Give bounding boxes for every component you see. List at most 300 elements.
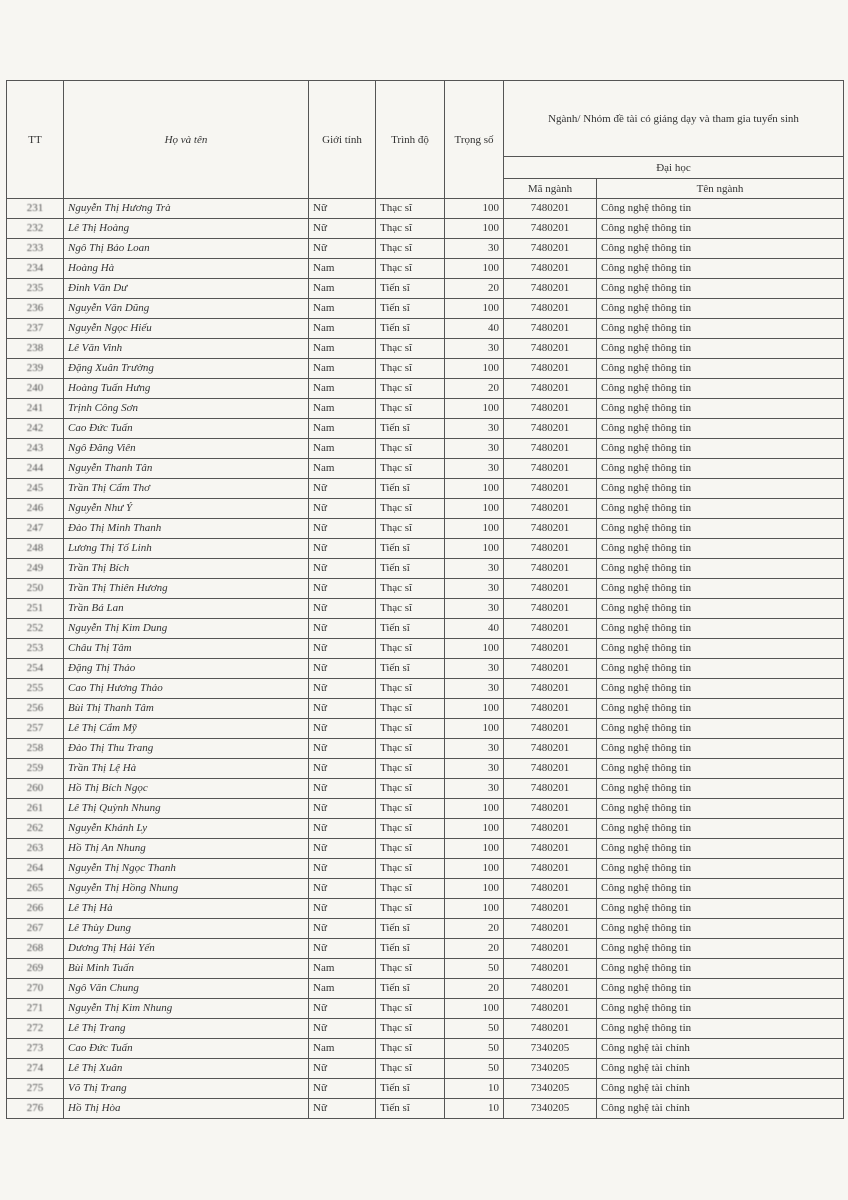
- row-code: 7480201: [504, 979, 597, 999]
- row-weight: 10: [445, 1079, 504, 1099]
- row-gender: Nữ: [309, 579, 376, 599]
- row-name: Ngô Thị Bảo Loan: [64, 239, 309, 259]
- table-row: [7, 599, 844, 619]
- row-degree: Tiến sĩ: [376, 559, 445, 579]
- row-degree: Thạc sĩ: [376, 499, 445, 519]
- row-weight: 100: [445, 819, 504, 839]
- row-major: Công nghệ thông tin: [597, 839, 844, 859]
- row-name: Nguyễn Thị Kim Nhung: [64, 999, 309, 1019]
- row-code: 7480201: [504, 239, 597, 259]
- row-degree: Thạc sĩ: [376, 219, 445, 239]
- row-code: 7480201: [504, 719, 597, 739]
- lecturer-table: [6, 80, 844, 1119]
- row-stt: 258: [7, 739, 64, 759]
- row-gender: Nữ: [309, 659, 376, 679]
- row-name: Lê Thị Cẩm Mỹ: [64, 719, 309, 739]
- row-gender: Nữ: [309, 1079, 376, 1099]
- row-degree: Thạc sĩ: [376, 579, 445, 599]
- row-major: Công nghệ thông tin: [597, 959, 844, 979]
- table-row: [7, 579, 844, 599]
- row-code: 7480201: [504, 619, 597, 639]
- table-row: [7, 959, 844, 979]
- row-gender: Nữ: [309, 819, 376, 839]
- row-name: Lê Thị Quỳnh Nhung: [64, 799, 309, 819]
- row-code: 7480201: [504, 539, 597, 559]
- row-weight: 20: [445, 279, 504, 299]
- row-code: 7340205: [504, 1039, 597, 1059]
- row-degree: Thạc sĩ: [376, 679, 445, 699]
- row-major: Công nghệ tài chính: [597, 1079, 844, 1099]
- row-name: Trần Bá Lan: [64, 599, 309, 619]
- row-stt: 260: [7, 779, 64, 799]
- row-major: Công nghệ thông tin: [597, 199, 844, 219]
- row-degree: Thạc sĩ: [376, 339, 445, 359]
- row-code: 7480201: [504, 759, 597, 779]
- row-major: Công nghệ thông tin: [597, 239, 844, 259]
- row-weight: 30: [445, 459, 504, 479]
- row-major: Công nghệ thông tin: [597, 459, 844, 479]
- header-gender: Giới tính: [309, 81, 376, 199]
- row-stt: 259: [7, 759, 64, 779]
- row-gender: Nam: [309, 419, 376, 439]
- row-weight: 40: [445, 619, 504, 639]
- table-row: [7, 459, 844, 479]
- row-stt: 257: [7, 719, 64, 739]
- row-name: Trịnh Công Sơn: [64, 399, 309, 419]
- row-code: 7480201: [504, 519, 597, 539]
- table-row: [7, 1099, 844, 1119]
- row-degree: Tiến sĩ: [376, 939, 445, 959]
- row-degree: Thạc sĩ: [376, 379, 445, 399]
- row-stt: 246: [7, 499, 64, 519]
- row-name: Nguyễn Thị Kim Dung: [64, 619, 309, 639]
- row-gender: Nam: [309, 339, 376, 359]
- row-code: 7480201: [504, 939, 597, 959]
- row-major: Công nghệ thông tin: [597, 719, 844, 739]
- table-row: [7, 319, 844, 339]
- row-code: 7480201: [504, 219, 597, 239]
- row-stt: 253: [7, 639, 64, 659]
- row-gender: Nữ: [309, 1099, 376, 1119]
- row-code: 7480201: [504, 259, 597, 279]
- row-code: 7480201: [504, 699, 597, 719]
- row-gender: Nam: [309, 379, 376, 399]
- row-degree: Tiến sĩ: [376, 279, 445, 299]
- row-name: Bùi Thị Thanh Tâm: [64, 699, 309, 719]
- row-degree: Thạc sĩ: [376, 859, 445, 879]
- table-row: [7, 919, 844, 939]
- row-name: Lê Thị Trang: [64, 1019, 309, 1039]
- row-gender: Nữ: [309, 599, 376, 619]
- row-stt: 268: [7, 939, 64, 959]
- row-major: Công nghệ thông tin: [597, 699, 844, 719]
- table-row: [7, 859, 844, 879]
- row-degree: Tiến sĩ: [376, 659, 445, 679]
- row-name: Nguyễn Thanh Tân: [64, 459, 309, 479]
- row-stt: 263: [7, 839, 64, 859]
- row-degree: Tiến sĩ: [376, 419, 445, 439]
- table-row: [7, 419, 844, 439]
- row-stt: 267: [7, 919, 64, 939]
- row-degree: Thạc sĩ: [376, 399, 445, 419]
- row-degree: Tiến sĩ: [376, 539, 445, 559]
- table-row: [7, 539, 844, 559]
- row-name: Trần Thị Bích: [64, 559, 309, 579]
- table-row: [7, 519, 844, 539]
- row-code: 7480201: [504, 319, 597, 339]
- row-weight: 30: [445, 779, 504, 799]
- row-gender: Nữ: [309, 199, 376, 219]
- row-weight: 100: [445, 399, 504, 419]
- row-major: Công nghệ thông tin: [597, 979, 844, 999]
- row-weight: 30: [445, 339, 504, 359]
- row-code: 7480201: [504, 399, 597, 419]
- row-gender: Nữ: [309, 1019, 376, 1039]
- row-degree: Thạc sĩ: [376, 1019, 445, 1039]
- row-stt: 266: [7, 899, 64, 919]
- row-code: 7480201: [504, 839, 597, 859]
- row-major: Công nghệ thông tin: [597, 659, 844, 679]
- row-stt: 265: [7, 879, 64, 899]
- row-major: Công nghệ tài chính: [597, 1099, 844, 1119]
- row-degree: Thạc sĩ: [376, 259, 445, 279]
- row-code: 7340205: [504, 1059, 597, 1079]
- table-row: [7, 499, 844, 519]
- row-degree: Tiến sĩ: [376, 1079, 445, 1099]
- row-degree: Thạc sĩ: [376, 599, 445, 619]
- table-row: [7, 719, 844, 739]
- table-row: [7, 939, 844, 959]
- table-row: [7, 1039, 844, 1059]
- row-name: Nguyễn Như Ý: [64, 499, 309, 519]
- row-code: 7480201: [504, 1019, 597, 1039]
- row-name: Lương Thị Tố Linh: [64, 539, 309, 559]
- header-stt: TT: [7, 81, 64, 199]
- header-weight: Trọng số: [445, 81, 504, 199]
- row-degree: Tiến sĩ: [376, 479, 445, 499]
- row-degree: Thạc sĩ: [376, 899, 445, 919]
- row-weight: 30: [445, 679, 504, 699]
- row-weight: 100: [445, 879, 504, 899]
- row-gender: Nữ: [309, 739, 376, 759]
- row-stt: 252: [7, 619, 64, 639]
- row-name: Trần Thị Lệ Hà: [64, 759, 309, 779]
- row-degree: Thạc sĩ: [376, 519, 445, 539]
- row-weight: 50: [445, 1039, 504, 1059]
- table-row: [7, 1019, 844, 1039]
- row-name: Trần Thị Thiên Hương: [64, 579, 309, 599]
- row-major: Công nghệ thông tin: [597, 759, 844, 779]
- row-major: Công nghệ thông tin: [597, 479, 844, 499]
- row-degree: Thạc sĩ: [376, 359, 445, 379]
- table-row: [7, 999, 844, 1019]
- row-weight: 100: [445, 479, 504, 499]
- row-stt: 273: [7, 1039, 64, 1059]
- row-weight: 30: [445, 439, 504, 459]
- row-code: 7480201: [504, 799, 597, 819]
- row-gender: Nữ: [309, 639, 376, 659]
- table-row: [7, 899, 844, 919]
- row-name: Nguyễn Ngọc Hiếu: [64, 319, 309, 339]
- row-major: Công nghệ thông tin: [597, 559, 844, 579]
- row-weight: 30: [445, 659, 504, 679]
- row-major: Công nghệ thông tin: [597, 319, 844, 339]
- row-stt: 275: [7, 1079, 64, 1099]
- row-weight: 100: [445, 699, 504, 719]
- row-degree: Thạc sĩ: [376, 239, 445, 259]
- row-stt: 262: [7, 819, 64, 839]
- row-name: Hồ Thị Hòa: [64, 1099, 309, 1119]
- row-weight: 100: [445, 719, 504, 739]
- row-code: 7480201: [504, 859, 597, 879]
- row-weight: 100: [445, 519, 504, 539]
- row-gender: Nữ: [309, 899, 376, 919]
- row-major: Công nghệ thông tin: [597, 679, 844, 699]
- row-weight: 50: [445, 1059, 504, 1079]
- row-weight: 30: [445, 419, 504, 439]
- table-body: [7, 199, 844, 1119]
- row-gender: Nữ: [309, 479, 376, 499]
- row-major: Công nghệ thông tin: [597, 439, 844, 459]
- row-code: 7480201: [504, 899, 597, 919]
- row-stt: 239: [7, 359, 64, 379]
- row-major: Công nghệ thông tin: [597, 1019, 844, 1039]
- row-weight: 100: [445, 259, 504, 279]
- row-stt: 256: [7, 699, 64, 719]
- row-stt: 232: [7, 219, 64, 239]
- row-name: Trần Thị Cẩm Thơ: [64, 479, 309, 499]
- header-name: Họ và tên: [64, 81, 309, 199]
- table-row: [7, 399, 844, 419]
- row-code: 7480201: [504, 639, 597, 659]
- row-gender: Nữ: [309, 499, 376, 519]
- row-degree: Thạc sĩ: [376, 959, 445, 979]
- row-code: 7480201: [504, 679, 597, 699]
- row-degree: Thạc sĩ: [376, 799, 445, 819]
- row-weight: 100: [445, 199, 504, 219]
- row-code: 7480201: [504, 199, 597, 219]
- row-major: Công nghệ thông tin: [597, 739, 844, 759]
- row-gender: Nam: [309, 439, 376, 459]
- table-row: [7, 679, 844, 699]
- row-major: Công nghệ thông tin: [597, 259, 844, 279]
- table-row: [7, 979, 844, 999]
- row-major: Công nghệ thông tin: [597, 779, 844, 799]
- row-degree: Thạc sĩ: [376, 639, 445, 659]
- row-name: Nguyễn Thị Hồng Nhung: [64, 879, 309, 899]
- row-gender: Nam: [309, 979, 376, 999]
- row-major: Công nghệ thông tin: [597, 879, 844, 899]
- table-row: [7, 259, 844, 279]
- row-major: Công nghệ thông tin: [597, 859, 844, 879]
- row-code: 7480201: [504, 279, 597, 299]
- row-weight: 50: [445, 1019, 504, 1039]
- row-name: Lê Văn Vinh: [64, 339, 309, 359]
- row-weight: 30: [445, 559, 504, 579]
- row-major: Công nghệ thông tin: [597, 819, 844, 839]
- row-name: Nguyễn Khánh Ly: [64, 819, 309, 839]
- row-gender: Nam: [309, 359, 376, 379]
- row-degree: Tiến sĩ: [376, 319, 445, 339]
- row-stt: 264: [7, 859, 64, 879]
- row-degree: Tiến sĩ: [376, 619, 445, 639]
- row-gender: Nữ: [309, 619, 376, 639]
- row-major: Công nghệ thông tin: [597, 619, 844, 639]
- table-row: [7, 799, 844, 819]
- row-name: Ngô Văn Chung: [64, 979, 309, 999]
- table-row: [7, 879, 844, 899]
- row-stt: 238: [7, 339, 64, 359]
- row-code: 7340205: [504, 1099, 597, 1119]
- row-stt: 250: [7, 579, 64, 599]
- row-weight: 30: [445, 599, 504, 619]
- row-code: 7480201: [504, 919, 597, 939]
- table-row: [7, 1079, 844, 1099]
- row-degree: Thạc sĩ: [376, 719, 445, 739]
- row-stt: 243: [7, 439, 64, 459]
- row-code: 7480201: [504, 819, 597, 839]
- row-major: Công nghệ thông tin: [597, 399, 844, 419]
- row-degree: Tiến sĩ: [376, 1099, 445, 1119]
- row-code: 7480201: [504, 339, 597, 359]
- row-major: Công nghệ thông tin: [597, 379, 844, 399]
- row-stt: 244: [7, 459, 64, 479]
- row-weight: 30: [445, 239, 504, 259]
- row-weight: 30: [445, 579, 504, 599]
- row-weight: 20: [445, 939, 504, 959]
- row-name: Nguyễn Thị Ngọc Thanh: [64, 859, 309, 879]
- row-code: 7480201: [504, 459, 597, 479]
- row-gender: Nữ: [309, 699, 376, 719]
- row-code: 7480201: [504, 439, 597, 459]
- row-name: Hoàng Tuấn Hưng: [64, 379, 309, 399]
- row-gender: Nam: [309, 259, 376, 279]
- row-major: Công nghệ thông tin: [597, 299, 844, 319]
- row-gender: Nam: [309, 299, 376, 319]
- row-degree: Thạc sĩ: [376, 459, 445, 479]
- row-name: Đặng Thị Thảo: [64, 659, 309, 679]
- row-stt: 248: [7, 539, 64, 559]
- row-gender: Nữ: [309, 939, 376, 959]
- row-stt: 237: [7, 319, 64, 339]
- row-stt: 241: [7, 399, 64, 419]
- row-stt: 234: [7, 259, 64, 279]
- row-stt: 261: [7, 799, 64, 819]
- row-weight: 100: [445, 799, 504, 819]
- table-row: [7, 819, 844, 839]
- row-degree: Thạc sĩ: [376, 199, 445, 219]
- row-stt: 270: [7, 979, 64, 999]
- row-stt: 249: [7, 559, 64, 579]
- table-row: [7, 379, 844, 399]
- row-degree: Thạc sĩ: [376, 839, 445, 859]
- row-name: Nguyễn Thị Hương Trà: [64, 199, 309, 219]
- row-code: 7480201: [504, 659, 597, 679]
- row-major: Công nghệ thông tin: [597, 539, 844, 559]
- row-gender: Nữ: [309, 539, 376, 559]
- row-stt: 240: [7, 379, 64, 399]
- header-major-name: Tên ngành: [597, 179, 844, 199]
- table-row: [7, 619, 844, 639]
- row-stt: 235: [7, 279, 64, 299]
- row-name: Đào Thị Thu Trang: [64, 739, 309, 759]
- row-name: Cao Đức Tuấn: [64, 419, 309, 439]
- row-gender: Nữ: [309, 919, 376, 939]
- table-row: [7, 739, 844, 759]
- row-code: 7480201: [504, 299, 597, 319]
- row-weight: 40: [445, 319, 504, 339]
- row-major: Công nghệ thông tin: [597, 579, 844, 599]
- row-gender: Nữ: [309, 1059, 376, 1079]
- row-stt: 251: [7, 599, 64, 619]
- table-row: [7, 699, 844, 719]
- table-row: [7, 339, 844, 359]
- table-row: [7, 359, 844, 379]
- row-degree: Thạc sĩ: [376, 759, 445, 779]
- row-gender: Nữ: [309, 879, 376, 899]
- table-row: [7, 199, 844, 219]
- row-name: Lê Thị Hà: [64, 899, 309, 919]
- row-stt: 242: [7, 419, 64, 439]
- table-row: [7, 779, 844, 799]
- row-gender: Nam: [309, 319, 376, 339]
- row-gender: Nữ: [309, 219, 376, 239]
- row-name: Hồ Thị Bích Ngọc: [64, 779, 309, 799]
- row-code: 7480201: [504, 599, 597, 619]
- row-degree: Thạc sĩ: [376, 779, 445, 799]
- row-major: Công nghệ tài chính: [597, 1059, 844, 1079]
- row-degree: Thạc sĩ: [376, 739, 445, 759]
- row-weight: 10: [445, 1099, 504, 1119]
- row-major: Công nghệ tài chính: [597, 1039, 844, 1059]
- row-gender: Nữ: [309, 759, 376, 779]
- row-gender: Nữ: [309, 999, 376, 1019]
- row-name: Đào Thị Minh Thanh: [64, 519, 309, 539]
- row-stt: 271: [7, 999, 64, 1019]
- row-stt: 254: [7, 659, 64, 679]
- row-gender: Nữ: [309, 859, 376, 879]
- header-degree: Trình độ: [376, 81, 445, 199]
- row-name: Hồ Thị An Nhung: [64, 839, 309, 859]
- row-degree: Tiến sĩ: [376, 979, 445, 999]
- row-gender: Nữ: [309, 559, 376, 579]
- row-name: Đặng Xuân Trường: [64, 359, 309, 379]
- row-weight: 100: [445, 219, 504, 239]
- row-gender: Nam: [309, 399, 376, 419]
- row-weight: 20: [445, 919, 504, 939]
- row-degree: Tiến sĩ: [376, 919, 445, 939]
- row-major: Công nghệ thông tin: [597, 279, 844, 299]
- row-gender: Nam: [309, 1039, 376, 1059]
- row-name: Võ Thị Trang: [64, 1079, 309, 1099]
- row-code: 7480201: [504, 999, 597, 1019]
- row-major: Công nghệ thông tin: [597, 339, 844, 359]
- header-level: Đại học: [504, 157, 844, 179]
- row-gender: Nam: [309, 279, 376, 299]
- row-major: Công nghệ thông tin: [597, 359, 844, 379]
- row-gender: Nam: [309, 959, 376, 979]
- row-code: 7340205: [504, 1079, 597, 1099]
- row-major: Công nghệ thông tin: [597, 919, 844, 939]
- row-name: Lê Thị Hoàng: [64, 219, 309, 239]
- row-code: 7480201: [504, 499, 597, 519]
- row-weight: 30: [445, 739, 504, 759]
- row-weight: 20: [445, 979, 504, 999]
- row-weight: 100: [445, 539, 504, 559]
- row-name: Châu Thị Tâm: [64, 639, 309, 659]
- row-major: Công nghệ thông tin: [597, 219, 844, 239]
- row-major: Công nghệ thông tin: [597, 939, 844, 959]
